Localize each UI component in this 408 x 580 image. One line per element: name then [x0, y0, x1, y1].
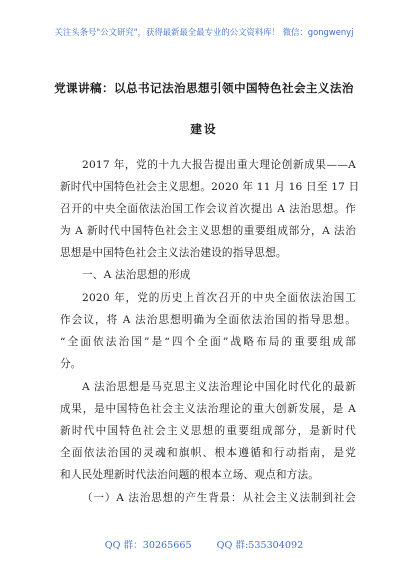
promo-footer: [0, 537, 408, 551]
subsection-heading: （一）A 法治思想的产生背景：从社会主义法制到社会: [82, 492, 356, 504]
body-line: “全面依法治国”是“四个全面”战略布局的重要组成部: [60, 336, 356, 348]
body-line: 召开的中央全面依法治国工作会议首次提出 A 法治思想。作: [60, 203, 356, 215]
document-title-continued: 建设: [190, 122, 218, 136]
body-line: 分。: [60, 358, 82, 370]
body-line: 成果，是中国特色社会主义法治理论的重大创新发展，是 A: [60, 403, 356, 415]
body-line: 思想是中国特色社会主义法治建设的指导思想。: [60, 247, 287, 259]
qq-group-2: QQ 群:535304092: [216, 540, 304, 551]
body-line: 为 A 新时代中国特色社会主义思想的重要组成部分，A 法治: [60, 225, 356, 237]
body-line: 全面依法治国的灵魂和旗帜、根本遵循和行动指南，是党: [60, 447, 356, 459]
qq-group-1: QQ 群：30265665: [104, 540, 192, 551]
section-heading: 一、A 法治思想的形成: [82, 269, 191, 281]
promo-header: 关注头条号"公文研究"，获得最新最全最专业的公文资料库！ 微信：gongwenyj: [54, 27, 354, 37]
body-line: A 法治思想是马克思主义法治理论中国化时代化的最新: [82, 381, 356, 393]
body-line: 2020 年，党的历史上首次召开的中央全面依法治国工: [82, 292, 356, 304]
body-line: 2017 年，党的十九大报告提出重大理论创新成果——A: [82, 159, 356, 171]
body-line: 新时代中国特色社会主义思想的重要组成部分，是新时代: [60, 425, 356, 437]
document-title: 党课讲稿：以总书记法治思想引领中国特色社会主义法治: [54, 81, 354, 95]
body-line: 作会议，将 A 法治思想明确为全面依法治国的指导思想。: [60, 314, 356, 326]
body-line: 和人民处理新时代法治问题的根本立场、观点和方法。: [60, 469, 320, 481]
body-line: 新时代中国特色社会主义思想。2020 年 11 月 16 日至 17 日: [60, 181, 360, 193]
